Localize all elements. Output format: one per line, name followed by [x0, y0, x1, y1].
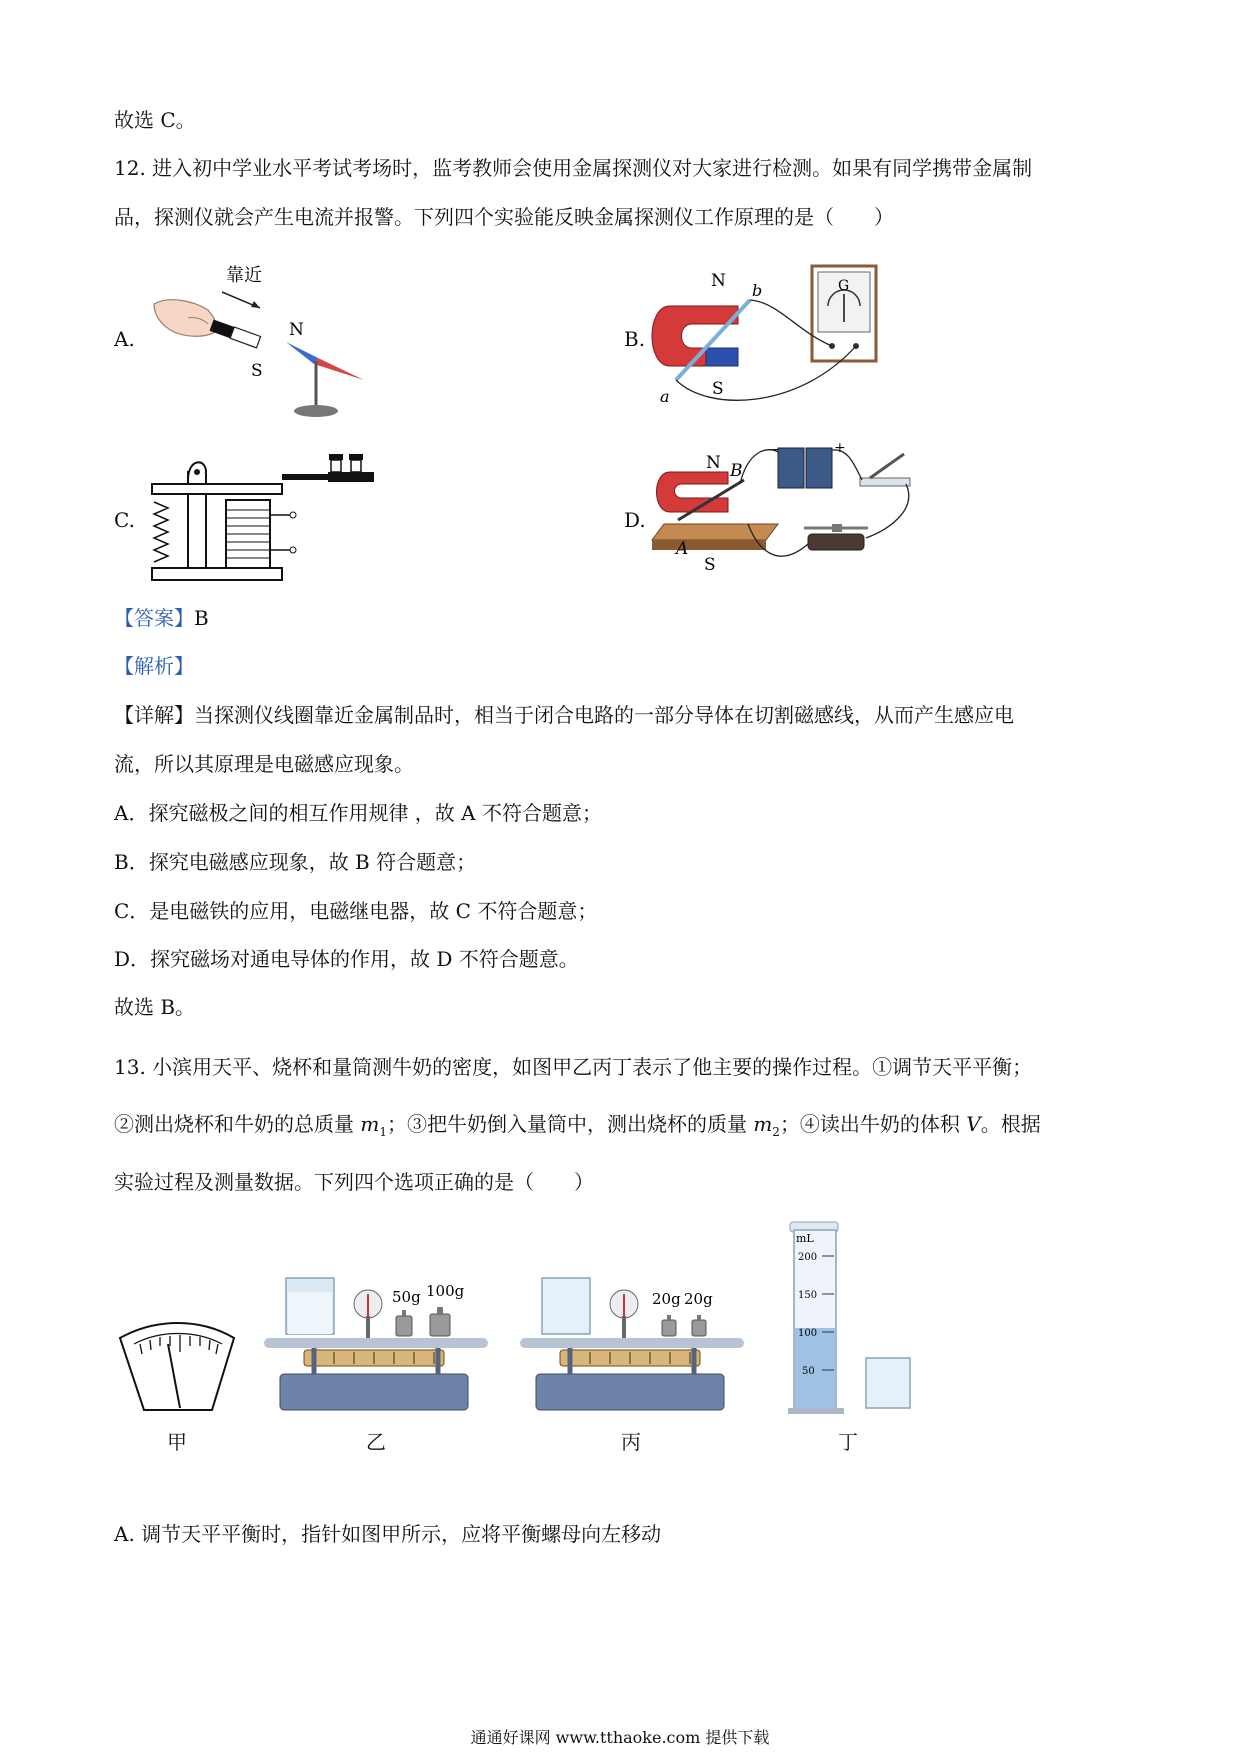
- q12-option-c-label: C.: [114, 508, 135, 532]
- d-n-label: N: [706, 453, 721, 473]
- needle-n-label: N: [289, 320, 304, 340]
- weight-20g-b: [692, 1320, 706, 1336]
- empty-beaker: [542, 1278, 590, 1334]
- caption-jia: 甲: [167, 1430, 187, 1454]
- weight-label-50g: 50g: [392, 1288, 421, 1306]
- q12-option-a-label: A.: [114, 327, 135, 351]
- switch: [860, 478, 910, 486]
- q13-text-line3: 实验过程及测量数据。下列四个选项正确的是（ ）: [114, 1170, 594, 1194]
- answer-value: B: [194, 606, 209, 630]
- hand-icon: [154, 300, 218, 337]
- q13-line2-part3: ；④读出牛奶的体积: [779, 1112, 967, 1136]
- figure-a-magnet-needle: [148, 258, 378, 426]
- q13-line2-part1: ②测出烧杯和牛奶的总质量: [114, 1112, 361, 1136]
- q13-stem-1: 小滨用天平、烧杯和量筒测牛奶的密度，如图甲乙丙丁表示了他主要的操作过程。①调节天平平衡；: [152, 1055, 1033, 1079]
- caption-bing: 丙: [621, 1430, 641, 1454]
- tick-100: 100: [798, 1328, 818, 1339]
- figure-b-electromagnetic-induction: [648, 262, 878, 412]
- analysis-d: D．探究磁场对通电导体的作用，故 D 不符合题意。: [114, 947, 579, 971]
- q12-answer-line: [114, 604, 209, 632]
- detail-line1: 【详解】当探测仪线圈靠近金属制品时，相当于闭合电路的一部分导体在切割磁感线，从而产生感应电: [114, 703, 1014, 727]
- q13-number: 13.: [114, 1055, 146, 1079]
- spring-icon: [154, 502, 168, 562]
- m1-subscript: 1: [379, 1125, 387, 1139]
- analysis-a: A．探究磁极之间的相互作用规律 ，故 A 不符合题意；: [114, 801, 602, 825]
- v-symbol: V: [966, 1112, 981, 1136]
- battery-cell-1: [778, 448, 804, 488]
- battery-plus: +: [834, 440, 846, 456]
- figure-c-relay: [148, 450, 378, 585]
- m1-symbol: m: [360, 1112, 380, 1136]
- tick-150: 150: [798, 1290, 818, 1301]
- q13-text-line1: [114, 1053, 1032, 1081]
- cylinder-unit: mL: [796, 1232, 814, 1245]
- magnet-s-label: S: [251, 361, 263, 381]
- figure-bing-balance: [512, 1270, 752, 1414]
- q12-conclusion: 故选 B。: [114, 995, 196, 1019]
- analysis-b: B．探究电磁感应现象，故 B 符合题意；: [114, 850, 477, 874]
- q12-option-b-label: B.: [624, 327, 646, 351]
- footer: 通通好课网 www.tthaoke.com 提供下载: [470, 1728, 770, 1747]
- d-s-label: S: [704, 555, 716, 575]
- approach-label: 靠近: [226, 265, 262, 286]
- d-a-label: A: [676, 539, 689, 559]
- q12-option-d-label: D.: [624, 508, 646, 532]
- figure-yi-balance: [256, 1270, 496, 1414]
- q12-text-line2: 品，探测仪就会产生电流并报警。下列四个实验能反映金属探测仪工作原理的是（ ）: [114, 205, 894, 229]
- analysis-c: C．是电磁铁的应用，电磁继电器，故 C 不符合题意；: [114, 899, 598, 923]
- figure-ding-cylinder: [782, 1218, 922, 1418]
- galvanometer-g-label: G: [838, 278, 850, 294]
- compass-needle-north: [286, 342, 318, 364]
- b-s-label: S: [712, 379, 724, 399]
- rheostat: [808, 534, 864, 550]
- weight-100g: [430, 1314, 450, 1336]
- d-u-magnet: [657, 472, 729, 512]
- weight-50g: [396, 1316, 412, 1336]
- weight-label-20g-b: 20g: [684, 1290, 713, 1308]
- m2-subscript: 2: [772, 1125, 780, 1139]
- relay-contact-bar: [328, 472, 374, 482]
- m2-symbol: m: [753, 1112, 773, 1136]
- caption-yi: 乙: [366, 1430, 386, 1454]
- tick-50: 50: [802, 1366, 815, 1377]
- caption-ding: 丁: [838, 1430, 858, 1454]
- q12-stem-1: 进入初中学业水平考试考场时，监考教师会使用金属探测仪对大家进行检测。如果有同学携带金属制: [152, 156, 1033, 180]
- weight-label-20g-a: 20g: [652, 1290, 681, 1308]
- b-b-label: b: [752, 281, 763, 300]
- q12-text-line1: [114, 154, 1032, 182]
- b-n-label: N: [711, 271, 726, 291]
- battery-minus: −: [768, 442, 780, 458]
- prev-conclusion: 故选 C。: [114, 108, 196, 132]
- tick-200: 200: [798, 1252, 818, 1263]
- analysis-tag: 【解析】: [114, 654, 194, 678]
- q13-option-a: A. 调节天平平衡时，指针如图甲所示，应将平衡螺母向左移动: [114, 1522, 662, 1546]
- q12-number: 12.: [114, 156, 146, 180]
- b-a-label: a: [660, 387, 670, 406]
- q13-line2-part2: ；③把牛奶倒入量筒中，测出烧杯的质量: [386, 1112, 754, 1136]
- u-magnet-s-pole: [706, 348, 738, 366]
- balance-base: [280, 1374, 468, 1410]
- compass-needle-south: [314, 358, 364, 380]
- figure-jia-dial: [116, 1318, 240, 1414]
- battery-cell-2: [806, 448, 832, 488]
- needle-stand: [294, 405, 338, 417]
- answer-tag: 【答案】: [114, 606, 194, 630]
- d-b-label: B: [730, 461, 743, 481]
- figure-d-motor-effect: [648, 440, 918, 580]
- weight-label-100g: 100g: [426, 1282, 465, 1300]
- milk-in-cylinder: [795, 1328, 835, 1408]
- balance-base: [536, 1374, 724, 1410]
- bar-magnet: [210, 319, 261, 347]
- q13-text-line2: [114, 1110, 1041, 1146]
- detail-line2: 流，所以其原理是电磁感应现象。: [114, 752, 414, 776]
- q13-line2-part4: 。根据: [980, 1112, 1041, 1136]
- weight-20g-a: [662, 1320, 676, 1336]
- small-beaker: [866, 1358, 910, 1408]
